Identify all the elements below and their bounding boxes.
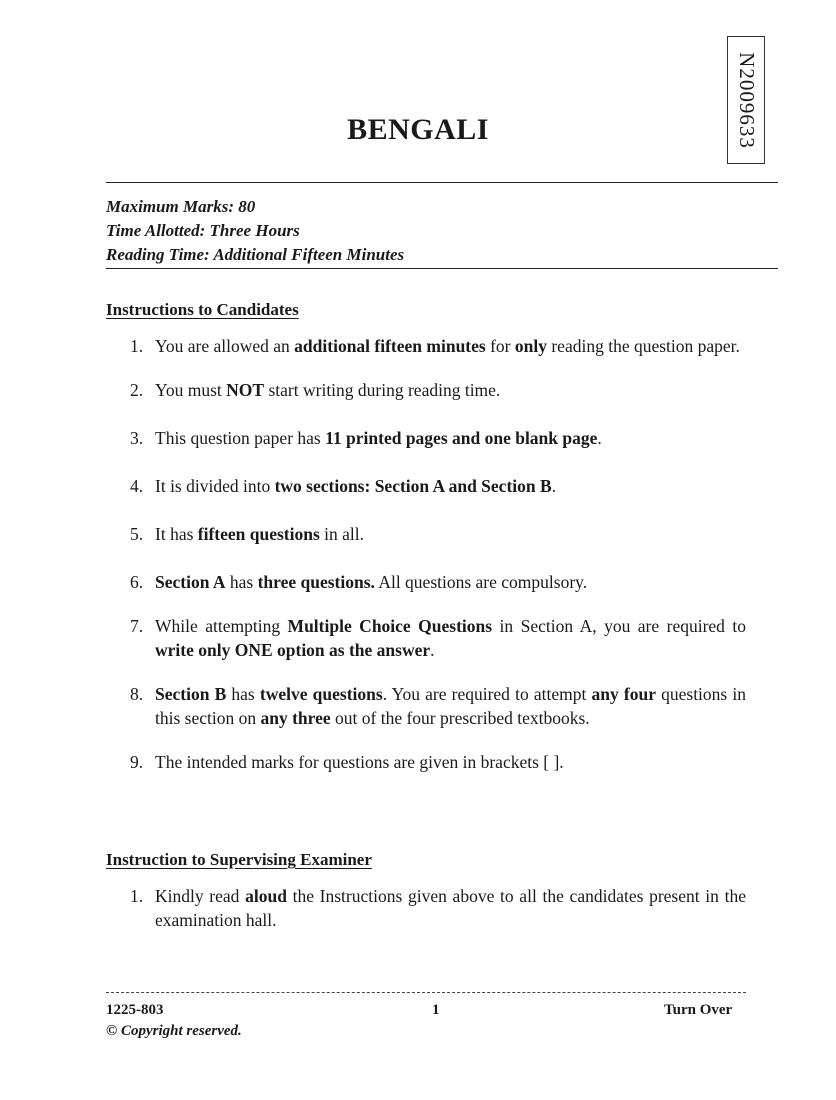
instruction-text: has — [226, 684, 260, 704]
serial-code: N2009633 — [734, 51, 759, 149]
instruction-text: . — [430, 640, 435, 660]
instruction-text: two sections: Section A and Section B — [274, 476, 552, 496]
instruction-number: 8. — [130, 684, 144, 704]
instruction-text: reading the question paper. — [546, 336, 740, 356]
instruction-item — [130, 750, 746, 774]
examiner-instruction-text: the Instructions given above to all the candidates present in the examination hall. — [155, 886, 746, 930]
candidate-instructions-list — [130, 334, 746, 774]
meta-divider — [106, 268, 778, 269]
instruction-text: questions in this section on — [155, 684, 746, 728]
instruction-text: three questions. — [257, 572, 375, 592]
time-allotted: Time Allotted: Three Hours — [106, 221, 300, 240]
instruction-text: This question paper has — [155, 428, 326, 448]
examiner-instructions-list — [130, 884, 746, 932]
instruction-text: . — [597, 428, 602, 448]
instruction-number: 1. — [130, 336, 144, 356]
instruction-text: additional fifteen minutes — [294, 336, 486, 356]
paper-code: 1225-803 — [106, 1002, 164, 1018]
instruction-number: 3. — [130, 428, 144, 448]
instruction-item — [130, 426, 746, 450]
instruction-text: All questions are compulsory. — [374, 572, 588, 592]
instruction-text: in Section A, you are required to — [492, 616, 746, 636]
instruction-text: . You are required to attempt — [382, 684, 592, 704]
instruction-text: Section A — [155, 572, 226, 592]
instruction-text: has — [225, 572, 258, 592]
instruction-text: in all. — [319, 524, 365, 544]
instruction-number: 4. — [130, 476, 144, 496]
candidates-heading: Instructions to Candidates — [106, 300, 299, 319]
instruction-text: out of the four prescribed textbooks. — [330, 708, 590, 728]
instruction-text: for — [485, 336, 515, 356]
examiner-instruction-item — [130, 884, 746, 932]
instruction-number: 9. — [130, 752, 144, 772]
instruction-number: 2. — [130, 380, 144, 400]
page-number: 1 — [432, 1002, 440, 1018]
instruction-text: It is divided into — [155, 476, 275, 496]
instruction-item — [130, 682, 746, 730]
instruction-text: While attempting — [155, 616, 288, 636]
instruction-item — [130, 474, 746, 498]
max-marks: Maximum Marks: 80 — [106, 197, 256, 216]
instruction-text: Multiple Choice Questions — [287, 616, 493, 636]
exam-meta — [106, 195, 404, 267]
instruction-item — [130, 522, 746, 546]
instruction-number: 5. — [130, 524, 144, 544]
instruction-item — [130, 334, 746, 358]
instruction-item — [130, 570, 746, 594]
subject-title: BENGALI — [347, 113, 489, 146]
footer-divider — [106, 992, 746, 993]
instruction-text: only — [514, 336, 547, 356]
top-divider — [106, 182, 778, 183]
instruction-text: It has — [155, 524, 198, 544]
instruction-text: You must — [155, 380, 227, 400]
instruction-text: Section B — [155, 684, 227, 704]
instruction-text: NOT — [226, 380, 265, 400]
reading-time: Reading Time: Additional Fifteen Minutes — [106, 245, 405, 264]
instruction-text: write only ONE option as the answer — [155, 640, 431, 660]
examiner-instruction-number: 1. — [130, 886, 144, 906]
copyright-notice: © Copyright reserved. — [106, 1023, 242, 1039]
instruction-text: any three — [260, 708, 331, 728]
instruction-text: . — [551, 476, 557, 496]
examiner-instruction-text: Kindly read — [155, 886, 246, 906]
examiner-heading: Instruction to Supervising Examiner — [106, 850, 372, 869]
instruction-number: 6. — [130, 572, 144, 592]
instruction-number: 7. — [130, 616, 144, 636]
instruction-text: The intended marks for questions are given in brackets [ ]. — [155, 752, 564, 772]
instruction-text: any four — [591, 684, 656, 704]
instruction-text: twelve questions — [259, 684, 383, 704]
instruction-text: You are allowed an — [155, 336, 295, 356]
instruction-text: 11 printed pages and one blank page — [325, 428, 598, 448]
instruction-item — [130, 614, 746, 662]
instruction-text: fifteen questions — [197, 524, 320, 544]
turn-over-label: Turn Over — [664, 1002, 733, 1018]
instruction-item — [130, 378, 746, 402]
instruction-text: start writing during reading time. — [264, 380, 501, 400]
examiner-instruction-text: aloud — [245, 886, 287, 906]
